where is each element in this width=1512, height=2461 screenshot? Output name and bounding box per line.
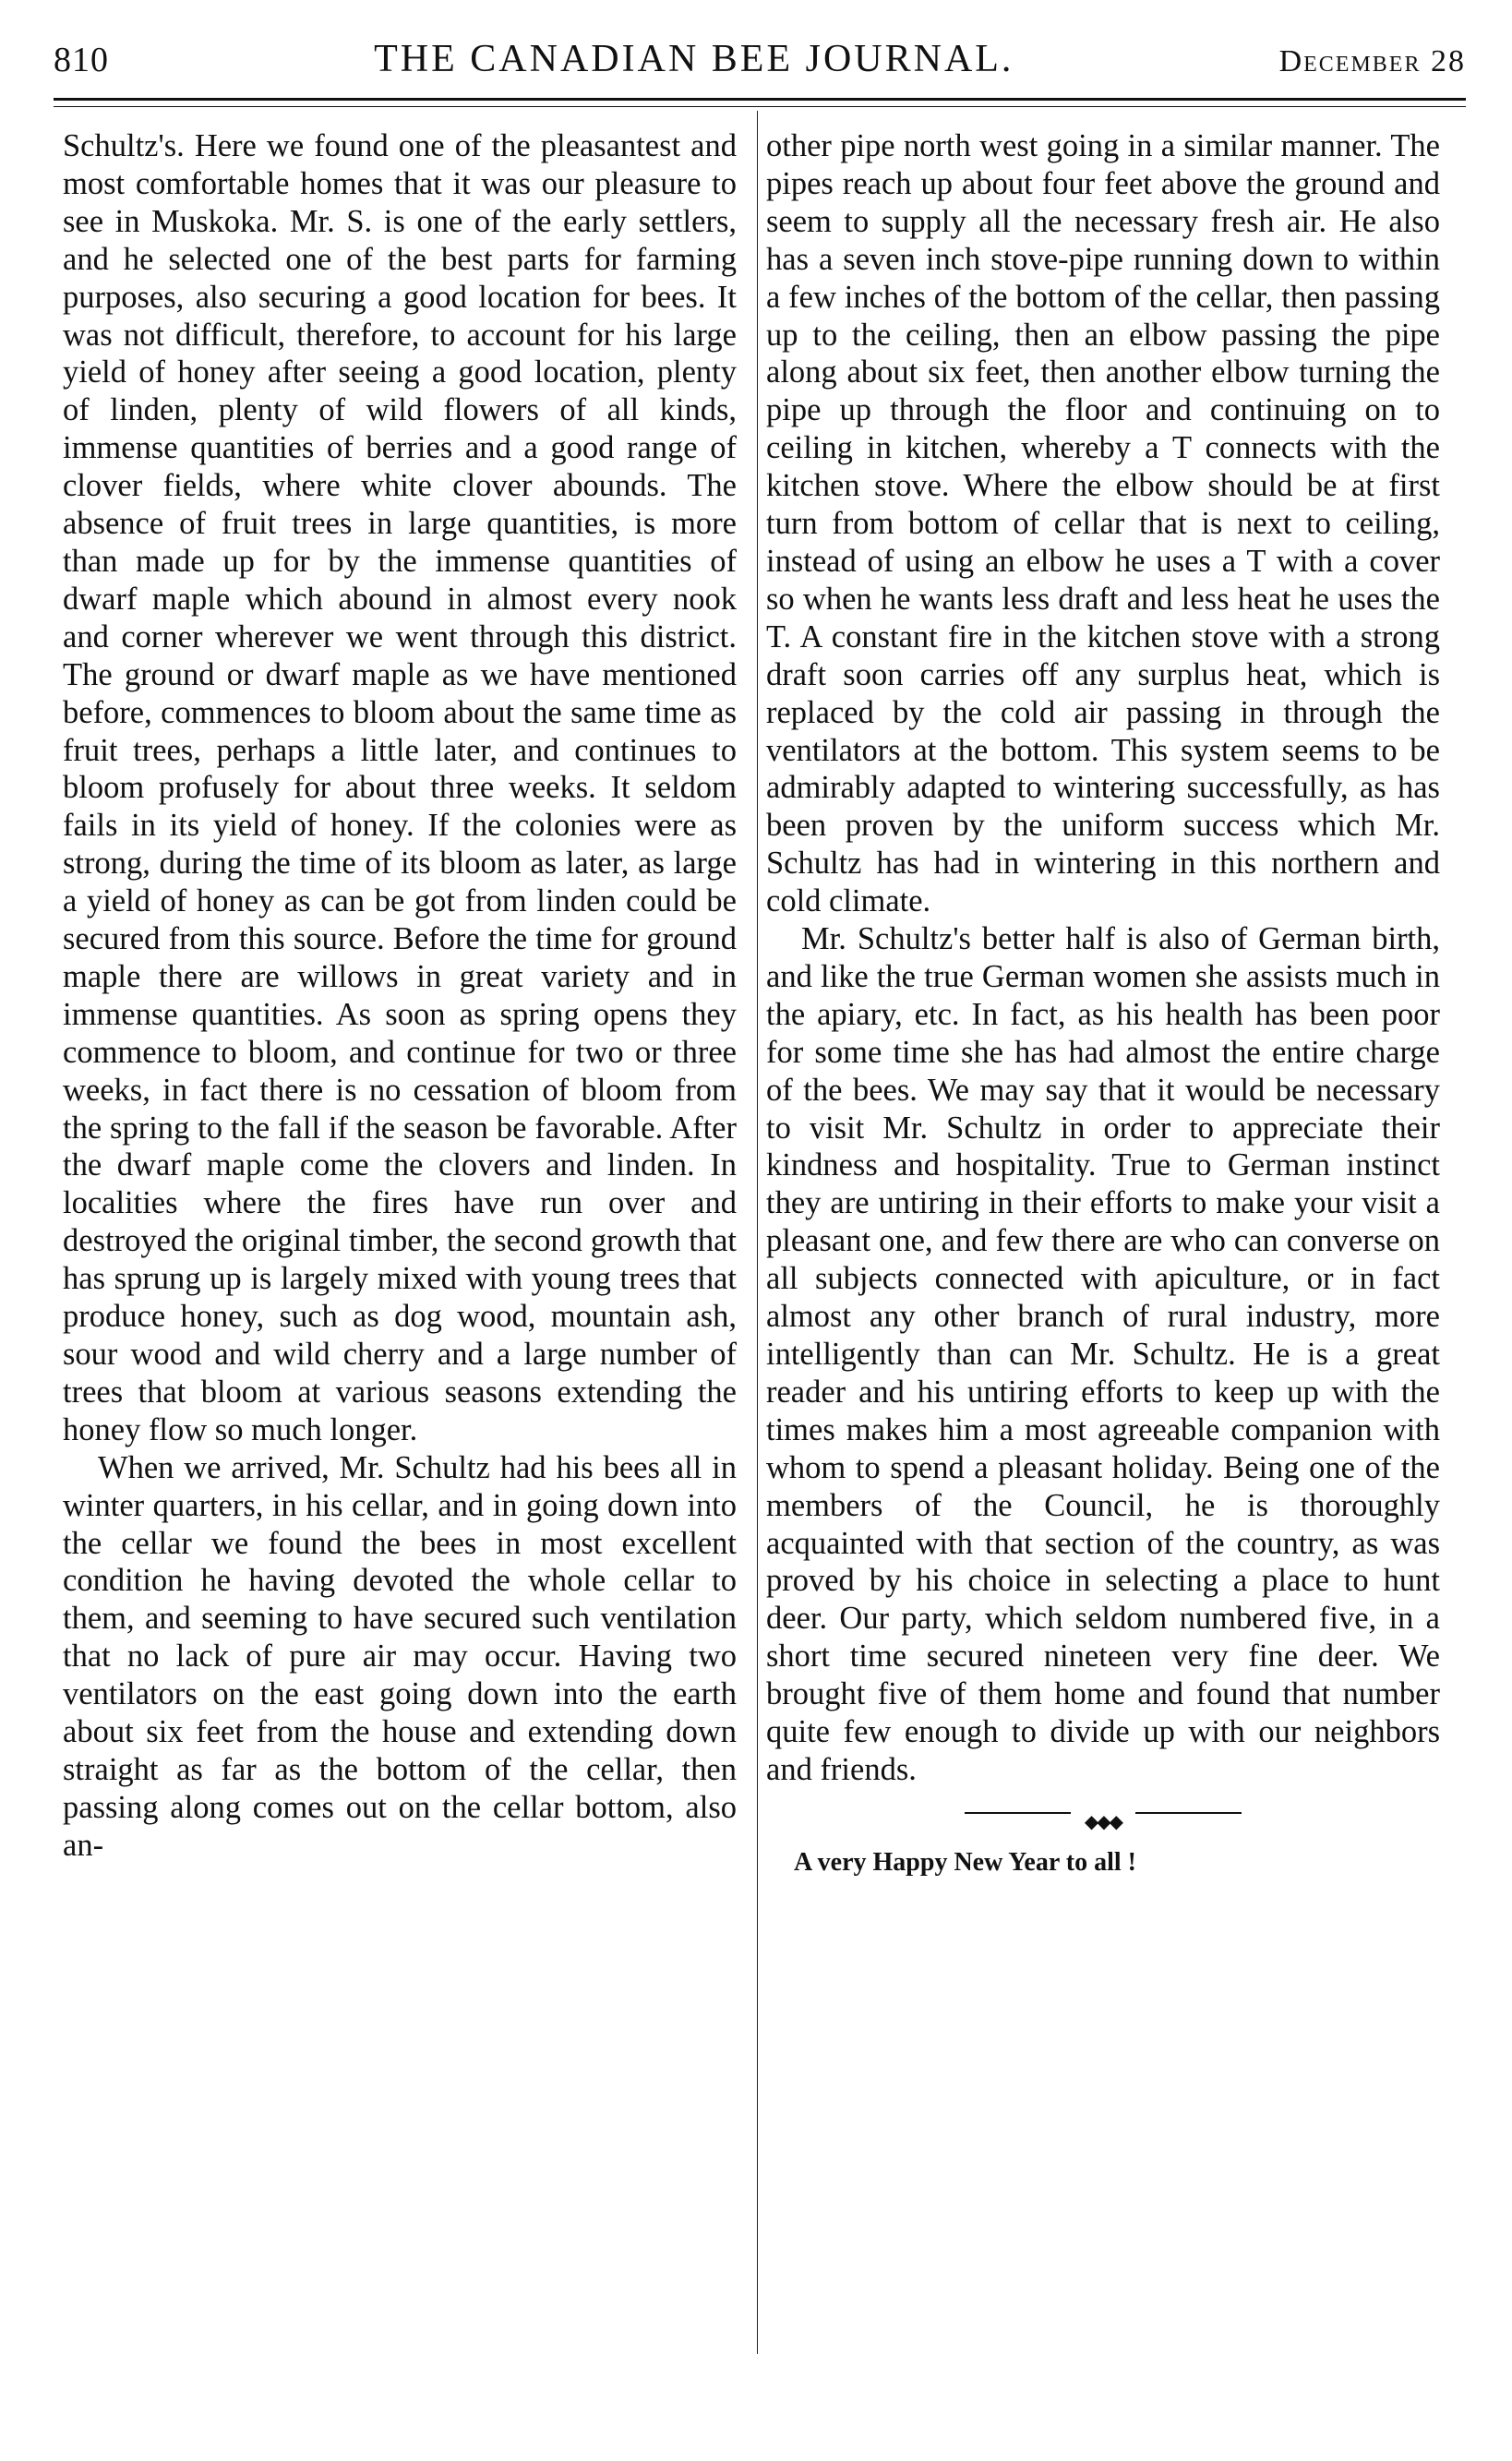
ornament-line-right [1135, 1812, 1242, 1814]
header-rule-thick [54, 98, 1466, 101]
header-rule-thin [54, 106, 1466, 107]
left-paragraph-2: When we arrived, Mr. Schultz had his bees all in winter quarters, in his cellar, and in going down into the cellar we found the bees in most excellent condition he having devoted the whole cellar to them, and seeming to have secured such ventilation that no lack of pure air may occur. Having two ventilators on the east going down into the earth about six feet from the house and extending down straight as far as the bottom of the cellar, then passing along comes out on the cellar bottom, also an- [63, 1449, 737, 1863]
ornament-line-left [965, 1812, 1071, 1814]
issue-date: December 28 [1278, 44, 1466, 78]
right-column [766, 127, 1440, 1882]
left-column [63, 127, 737, 1865]
ornament-flourish-icon: ◆◆◆ [1084, 1811, 1122, 1832]
page-number: 810 [54, 41, 109, 79]
left-paragraph-1: Schultz's. Here we found one of the pleasantest and most comfortable homes that it was our pleasure to see in Muskoka. Mr. S. is one of the early settlers, and he selected one of the best parts for farming purposes, also securing a good location for bees. It was not difficult, therefore, to account for his large yield of honey after seeing a good location, plenty of linden, plenty of wild flowers of all kinds, immense quantities of berries and a good range of clover fields, where white clover abounds. The absence of fruit trees in large quantities, is more than made up for by the immense quantities of dwarf maple which abound in almost every nook and corner wherever we went through this district. The ground or dwarf maple as we have mentioned before, commences to bloom about the same time as fruit trees, perhaps a little later, and continues to bloom profusely for about three weeks. It seldom fails in its yield of honey. If the colonies were as strong, during the time of its bloom as later, as large a yield of honey as can be got from linden could be secured from this source. Before the time for ground maple there are willows in great variety and in immense quantities. As soon as spring opens they commence to bloom, and continue for two or three weeks, in fact there is no cessation of bloom from the spring to the fall if the season be favorable. After the dwarf maple come the clovers and linden. In localities where the fires have run over and destroyed the original timber, the second growth that has sprung up is largely mixed with young trees that produce honey, such as dog wood, mountain ash, sour wood and wild cherry and a large number of trees that bloom at various seasons extending the honey flow so much longer. [63, 128, 737, 1447]
section-ornament [965, 1802, 1242, 1832]
right-paragraph-2: Mr. Schultz's better half is also of German birth, and like the true German women she assists much in the apiary, etc. In fact, as his health has been poor for some time she has had almost the entire charge of the bees. We may say that it would be necessary to visit Mr. Schultz in order to appreciate their kindness and hospitality. True to German instinct they are untiring in their efforts to make your visit a pleasant one, and few there are who can converse on all subjects connected with apiculture, or in fact almost any other branch of rural industry, more intelligently than can Mr. Schultz. He is a great reader and his untiring efforts to keep up with the times makes him a most agreeable companion with whom to spend a pleasant holiday. Being one of the members of the Council, he is thoroughly acquainted with that section of the country, as was proved by his choice in selecting a place to hunt deer. Our party, which seldom numbered five, in a short time secured nineteen very fine deer. We brought five of them home and found that number quite few enough to divide up with our neighbors and friends. [766, 921, 1440, 1787]
page-header [54, 37, 1466, 92]
closing-greeting: A very Happy New Year to all ! [794, 1847, 1136, 1877]
column-divider [757, 111, 758, 2354]
journal-title: THE CANADIAN BEE JOURNAL. [374, 38, 1014, 80]
right-paragraph-1: other pipe north west going in a similar manner. The pipes reach up about four feet above the ground and seem to supply all the necessary fresh air. He also has a seven inch stove-pipe running down to within a few inches of the bottom of the cellar, then passing up to the ceiling, then an elbow passing the pipe along about six feet, then another elbow turning the pipe up through the floor and continuing on to ceiling in kitchen, whereby a T connects with the kitchen stove. Where the elbow should be at first turn from bottom of cellar that is next to ceiling, instead of using an elbow he uses a T with a cover so when he wants less draft and less heat he uses the T. A constant fire in the kitchen stove with a strong draft soon carries off any surplus heat, which is replaced by the cold air passing in through the ventilators at the bottom. This system seems to be admirably adapted to wintering successfully, as has been proven by the uniform success which Mr. Schultz has had in wintering in this northern and cold climate. [766, 128, 1440, 919]
